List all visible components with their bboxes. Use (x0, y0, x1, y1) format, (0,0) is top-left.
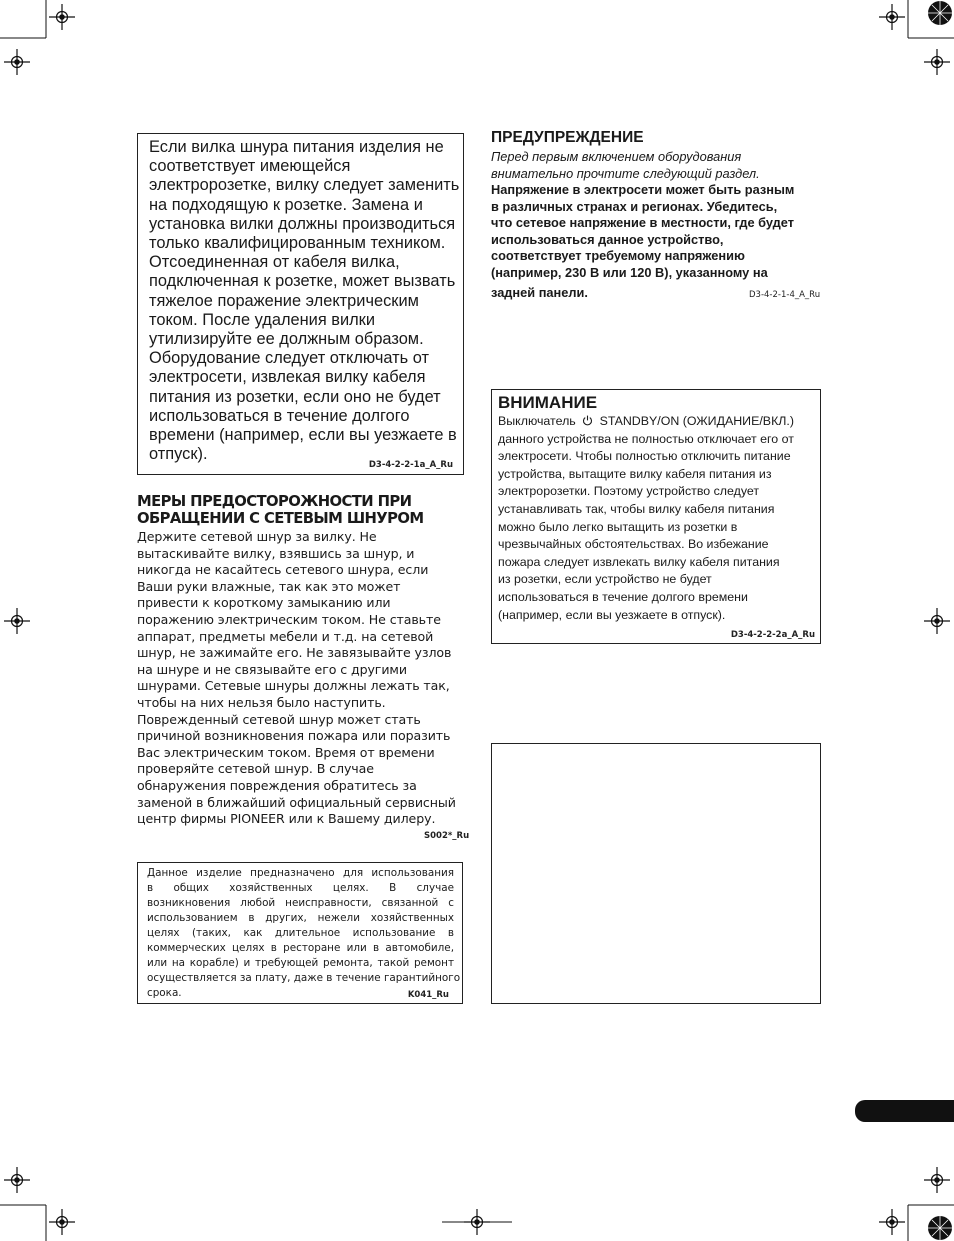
text-line: Вас электрическим током. Время от времени (137, 744, 435, 760)
plug-replacement-text (149, 138, 459, 464)
cord-section (137, 493, 467, 828)
text-line: данного устройства не полностью отключает его от (498, 431, 794, 446)
text-line: пожара следует извлекать вилку кабеля питания (498, 554, 780, 569)
text-line: осуществляется за плату, даже в течение гарантийного (147, 972, 461, 984)
text-line: в различных странах и регионах. Убедитесь, (491, 198, 778, 214)
text-line: электросети. Чтобы полностью отключить питание (498, 449, 791, 464)
text-line: соответствует требуемому напряжению (491, 248, 745, 264)
text-line: электророзетке, вилку следует заменить (149, 176, 460, 195)
empty-frame (491, 743, 821, 1004)
caution-box (491, 389, 821, 644)
plug-replacement-box (137, 133, 464, 475)
warning-title: ПРЕДУПРЕЖДЕНИЕ (491, 129, 644, 146)
text-line: использоваться в течение долгого времени (498, 589, 748, 604)
text-line: аппарат, предметы мебели и т.д. на сетевой (137, 628, 434, 644)
text-line: шнур, не зажимайте его. Не завязывайте узлов (137, 645, 452, 661)
reference-code: D3-4-2-2-1a_A_Ru (368, 460, 453, 470)
text-line: времени (например, если вы уезжаете в (149, 426, 457, 445)
text-line: Оборудование следует отключать от (149, 349, 430, 368)
warning-body (491, 182, 821, 282)
text-line: Ваши руки влажные, так как это может (137, 578, 401, 594)
text-line: устанавливать так, чтобы вилку кабеля питания (498, 501, 775, 516)
first-line (498, 413, 794, 431)
caution-title: ВНИМАНИЕ (498, 393, 598, 412)
text-line: током. После удаления вилки (149, 310, 376, 329)
text-line: или на корабле) и требующей ремонта, такой ремонт (147, 957, 454, 969)
text-line: никогда не касайтесь сетевого шнура, если (137, 562, 429, 578)
text-line: Если вилка шнура питания изделия не (149, 138, 444, 156)
text-line: обнаружения повреждения обратитесь за (137, 777, 417, 793)
text-line: коммерческих целях в ресторане или в автомобиле, (147, 942, 454, 954)
text-line: центр фирмы PIONEER или к Вашему дилеру. (137, 811, 436, 827)
text-line: поражению электрическим током. Не ставьте (137, 611, 441, 627)
text-line: только квалифицированным техником. (149, 234, 446, 253)
heading-line: ОБРАЩЕНИИ С СЕТЕВЫМ ШНУРОМ (137, 510, 424, 527)
text-line: использованием в других, нежели хозяйственных (147, 912, 454, 924)
text-line: утилизируйте ее должным образом. (149, 330, 424, 349)
household-use-box (137, 862, 463, 1004)
text-line: на шнуре и не связывайте его с другими (137, 661, 407, 677)
text-line: заменой в ближайший официальный сервисный (137, 794, 456, 810)
text-line: причиной возникновения пожара или поразить (137, 728, 451, 744)
warning-section (491, 129, 821, 282)
text-line: на подходящую к розетке. Замена и (149, 195, 423, 214)
text-line: Держите сетевой шнур за вилку. Не (137, 529, 377, 544)
text-line: (например, если вы уезжаете в отпуск). (498, 607, 726, 622)
warning-intro (491, 149, 821, 182)
text-line: чтобы на них нельзя было наступить. (137, 694, 386, 710)
first-line-suffix: STANDBY/ON (ОЖИДАНИЕ/ВКЛ.) (599, 414, 794, 428)
text-line: что сетевое напряжение в местности, где будет (491, 215, 794, 231)
caution-body (498, 413, 794, 624)
text-line: можно было легко вытащить из розетки в (498, 519, 738, 534)
text-line: возникновения любой неисправности, связанной с (147, 897, 454, 909)
text-line: вытаскивайте вилку, взявшись за шнур, и (137, 545, 415, 561)
text-line: в общих хозяйственных целях. В случае (147, 882, 454, 894)
text-line: использоваться данное устройство, (491, 231, 724, 247)
reference-code: S002*_Ru (424, 831, 470, 841)
reference-code: K041_Ru (407, 990, 449, 1000)
text-line: шнурами. Сетевые шнуры должны лежать так, (137, 678, 450, 694)
text-line: Данное изделие предназначено для использования (147, 867, 454, 879)
cord-body-text (137, 529, 467, 828)
text-line: питания из розетки, если оно не будет (149, 387, 441, 406)
heading-line: МЕРЫ ПРЕДОСТОРОЖНОСТИ ПРИ (137, 493, 412, 510)
text-line: проверяйте сетевой шнур. В случае (137, 761, 374, 777)
text-line: устройства, вытащите вилку кабеля питания из (498, 466, 772, 481)
text-line: отпуск). (149, 445, 208, 464)
text-line: Перед первым включением оборудования (491, 149, 742, 164)
text-line: установка вилки должны производиться (149, 214, 456, 233)
text-line: Поврежденный сетевой шнур может стать (137, 711, 421, 727)
text-line: внимательно прочтите следующий раздел. (491, 165, 760, 181)
household-last-line: срока. (147, 987, 182, 999)
page-edge-tab (855, 1100, 954, 1122)
text-line: электророзетки. Поэтому устройство следует (498, 484, 760, 499)
household-use-text (147, 866, 461, 986)
section-heading (137, 493, 467, 527)
text-line: из розетки, если устройство не будет (498, 572, 712, 587)
text-line: подключенная к розетке, может вызвать (149, 272, 456, 291)
text-line: соответствует имеющейся (149, 157, 351, 176)
reference-code: D3-4-2-2-2a_A_Ru (730, 630, 815, 640)
text-line: целях (таких, как длительное использование в (147, 927, 454, 939)
power-standby-icon (582, 415, 593, 426)
first-line-prefix: Выключатель (498, 414, 576, 428)
text-line: чрезвычайных обстоятельствах. Во избежание (498, 537, 769, 552)
text-line: привести к короткому замыканию или (137, 595, 391, 611)
text-line: (например, 230 В или 120 В), указанному на (491, 264, 768, 280)
reference-code: D3-4-2-1-4_A_Ru (749, 290, 821, 300)
text-line: использоваться в течение долгого (149, 406, 410, 425)
warning-last-line: задней панели. (491, 285, 588, 300)
text-line: Напряжение в электросети может быть разным (491, 182, 795, 197)
text-line: электросети, извлекая вилку кабеля (149, 368, 426, 387)
text-line: Отсоединенная от кабеля вилка, (149, 253, 400, 272)
text-line: тяжелое поражение электрическим (149, 291, 419, 310)
